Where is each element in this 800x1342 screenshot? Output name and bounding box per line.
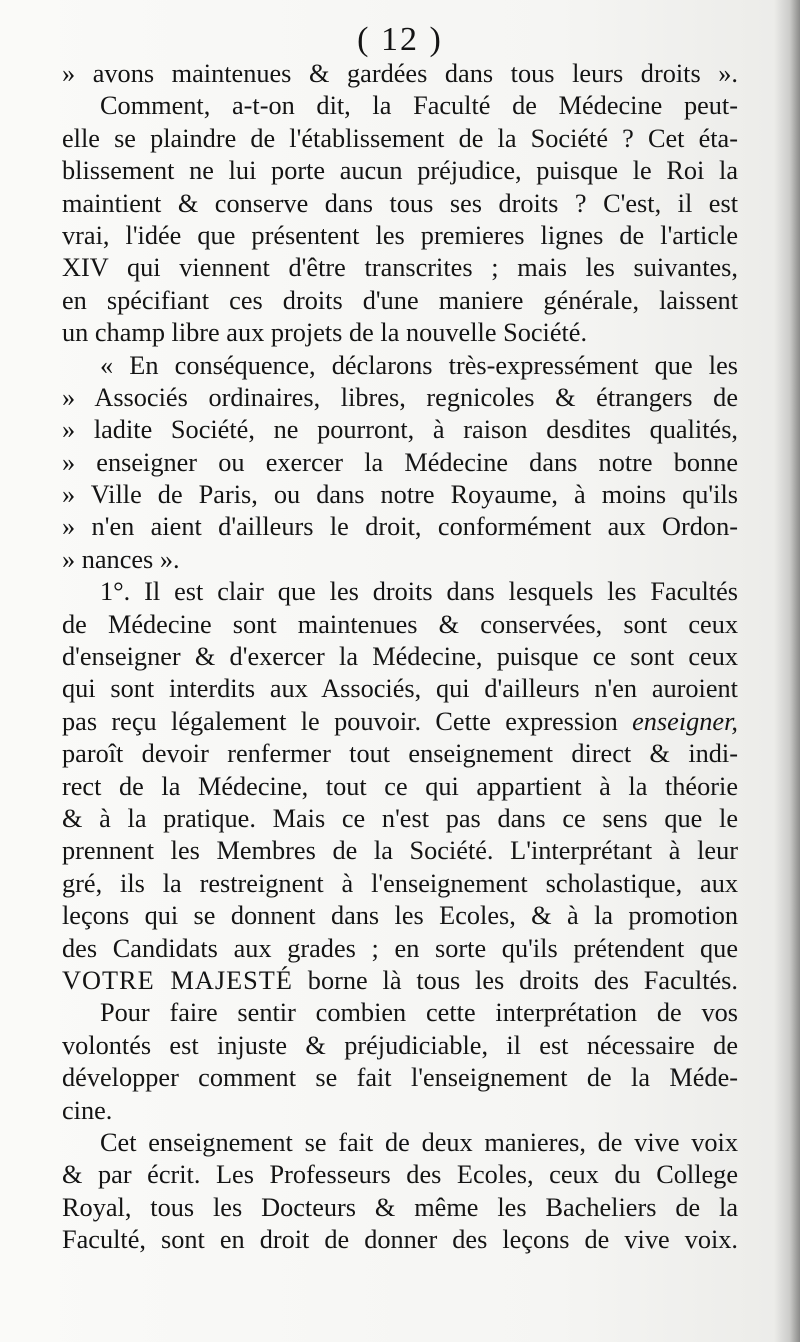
text-line: des Candidats aux grades ; en sorte qu'ils prétendent que (62, 933, 738, 963)
italic-word: enseigner, (632, 706, 738, 736)
text-line: leçons qui se donnent dans les Ecoles, & à la promotion (62, 901, 738, 931)
text-line: XIV qui viennent d'être transcrites ; mais les suivantes, (62, 253, 738, 283)
text-line: Faculté, sont en droit de donner des leçons de vive voix. (62, 1225, 738, 1255)
text-line: » enseigner ou exercer la Médecine dans notre bonne (62, 447, 738, 477)
page-number: ( 12 ) (357, 21, 443, 58)
text-line: cine. (62, 1095, 113, 1125)
text-line: maintient & conserve dans tous ses droits ? C'est, il est (62, 188, 738, 218)
text-line: » Associés ordinaires, libres, regnicoles & étrangers de (62, 382, 738, 412)
text-line: prennent les Membres de la Société. L'interprétant à leur (62, 836, 738, 866)
text-line (62, 965, 738, 997)
text-line: » avons maintenues & gardées dans tous leurs droits ». (62, 59, 738, 88)
text-line: blissement ne lui porte aucun préjudice, puisque le Roi la (62, 156, 738, 186)
text-line: en spécifiant ces droits d'une maniere générale, laissent (62, 285, 738, 315)
text-line: » nances ». (62, 544, 180, 574)
text-line: Pour faire sentir combien cette interprétation de vos (100, 998, 738, 1028)
text-line: volontés est injuste & préjudiciable, il est nécessaire de (62, 1030, 738, 1060)
text-line: » ladite Société, ne pourront, à raison desdites qualités, (62, 415, 738, 445)
text-line: Royal, tous les Docteurs & même les Bacheliers de la (62, 1192, 738, 1222)
text-line: Cet enseignement se fait de deux manieres, de vive voix (100, 1127, 738, 1157)
text-line: » Ville de Paris, ou dans notre Royaume, à moins qu'ils (62, 480, 738, 510)
text-line-part: pas reçu légalement le pouvoir. Cette expression (62, 706, 618, 736)
text-line: rect de la Médecine, tout ce qui appartient à la théorie (62, 771, 738, 801)
text-line: « En conséquence, déclarons très-expressément que les (100, 350, 738, 380)
page-body-text (62, 58, 738, 1256)
text-line-part: borne là tous les droits des Facultés. (307, 965, 738, 995)
text-line: développer comment se fait l'enseignement de la Méde- (62, 1063, 738, 1093)
text-line: gré, ils la restreignent à l'enseignement scholastique, aux (62, 868, 738, 898)
text-line: & par écrit. Les Professeurs des Ecoles, ceux du College (62, 1160, 738, 1190)
text-line: de Médecine sont maintenues & conservées, sont ceux (62, 609, 738, 639)
text-line: Comment, a-t-on dit, la Faculté de Médecine peut- (100, 91, 738, 121)
text-line: paroît devoir renfermer tout enseignement direct & indi- (62, 739, 738, 769)
text-line: elle se plaindre de l'établissement de la Société ? Cet éta- (62, 123, 738, 153)
text-line: d'enseigner & d'exercer la Médecine, puisque ce sont ceux (62, 642, 738, 672)
text-line: vrai, l'idée que présentent les premieres lignes de l'article (62, 220, 738, 250)
text-line: » n'en aient d'ailleurs le droit, conformément aux Ordon- (62, 512, 738, 542)
text-line: & à la pratique. Mais ce n'est pas dans ce sens que le (62, 803, 738, 833)
small-caps-title: VOTRE MAJESTÉ (62, 965, 293, 995)
text-line: un champ libre aux projets de la nouvelle Société. (62, 318, 588, 348)
page-edge-shadow (774, 0, 800, 1342)
text-line (62, 706, 738, 738)
text-line: qui sont interdits aux Associés, qui d'ailleurs n'en auroient (62, 674, 738, 704)
text-line: 1°. Il est clair que les droits dans lesquels les Facultés (100, 577, 738, 607)
